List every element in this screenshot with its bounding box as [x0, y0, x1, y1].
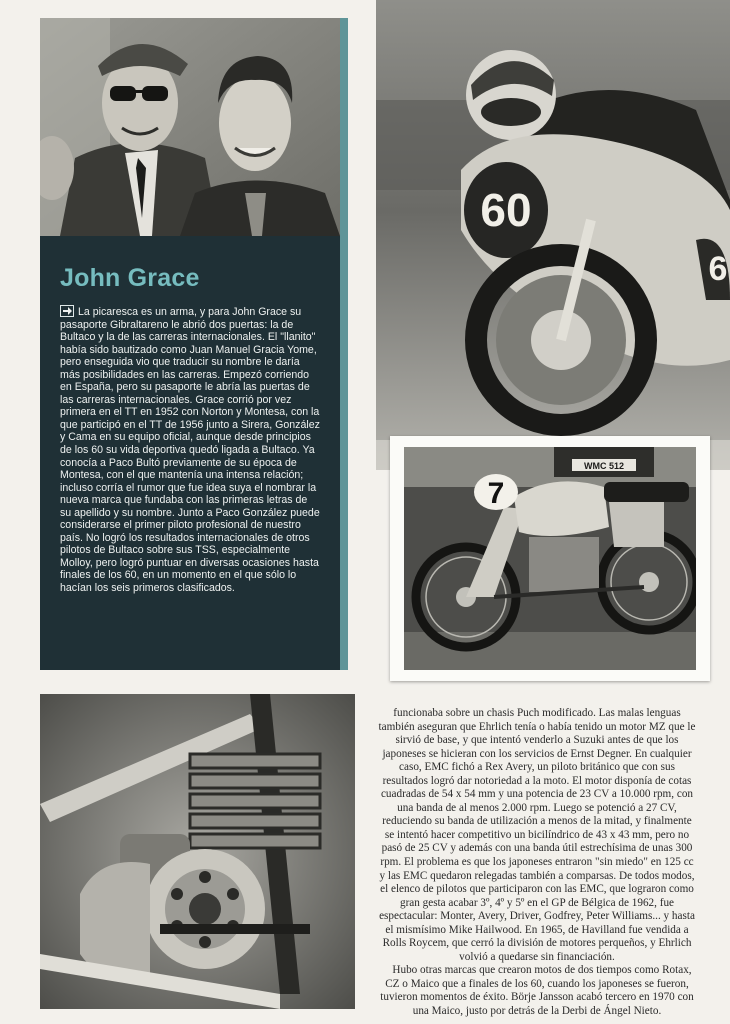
racer-number-partial: 6 — [708, 250, 728, 288]
article-paragraph: funcionaba sobre un chasis Puch modificado. Las malas lenguas también aseguran que Ehrlich tenía o había tenido un motor MZ que le sirvió de base, y que intentó venderlo a Suzuki antes de que los japoneses se hicieran con los servicios de Ernst Degner. En cualquier caso, EMC fichó a Rex Avery, un piloto británico que con sus resultados logró dar notoriedad a la moto. El motor disponía de cotas cuadradas de 54 x 54 mm y una potencia de 23 CV a 10.000 rpm, con una banda de al menos 2.000 rpm. Luego se potenció a 27 CV, reduciendo su banda de utilización a menos de la mitad, y finalmente se intentó hacer competitivo un bicilíndrico de 43 x 43 mm, pero no pasó de 25 CV y además con una banda útil estrechísima de unas 300 rpm. El problema es que los japoneses entraron "sin miedo" en 125 cc y las EMC quedaron relegadas también a comparsas. De todos modos, el elenco de pilotos que participaron con las EMC, que lograron como gran gesta acabar 3º, 4º y 5º en el GP de Bélgica de 1962, fue espectacular: Monter, Avery, Driver, Godfrey, Peter Williams... y hasta el mismísimo Mike Hailwood. En 1965, de Havilland fue vendida a Rolls Roycem, que cerró la división de motores perqueños, y Ehrlich volvió a quedarse sin financiación. — [378, 707, 696, 963]
sidebar-box — [40, 236, 340, 670]
article-column — [378, 707, 696, 1019]
bike-number: 7 — [487, 477, 505, 510]
bike-plate: WMC 512 — [583, 461, 625, 471]
arrow-right-icon — [60, 305, 74, 317]
sidebar-accent-stripe — [340, 18, 348, 670]
racer-number: 60 — [480, 184, 532, 236]
racer-photo — [376, 0, 730, 470]
article-paragraph: Hubo otras marcas que crearon motos de dos tiempos como Rotax, CZ o Maico que a finales de los 60, cuando los japoneses se fueron, tuvieron momentos de éxito. Börje Jansson acabó tercero en 1970 con una Maico, justo por detrás de la Derbi de Ángel Nieto. — [380, 964, 694, 1018]
sidebar-body-text — [60, 305, 320, 595]
sidebar-body-content: La picaresca es un arma, y para John Grace su pasaporte Gibraltareno le abrió dos puertas: la de Bultaco y la de las carreras internacionales. El "llanito" había sido bautizado como Juan Manuel Gracia Yome, pero enseguida vio que traducir su nombre le daría más posibilidades en las carreras. Empezó corriendo en España, pero su pasaporte le abría las puertas de las carreras internacionales. Grace corrió por vez primera en el TT en 1952 con Norton y Montesa, con la que participó en el TT de 1956 junto a Sirera, González y Cama en su equipo oficial, aunque desde principios de los 60 su vida deportiva quedó ligada a Bultaco. Ya conocía a Paco Bultó previamente de su época de Montesa, con el que mantenía una intensa relación; incluso corría el rumor que fue idea suya el nombrar la nueva marca que fundaba con las primeras letras de su apellido y su nombre. Junto a Paco González puede considerarse el primer piloto profesional de nuestro país. No logró los resultados internacionales de otros pilotos de Bultaco sobre sus TSS, especialmente Molloy, pero logró puntuar en diversas ocasiones hasta finales de los 60, en un momento en el que sólo lo hacían los seis primeros clasificados. — [60, 306, 320, 595]
portrait-photo — [40, 18, 340, 236]
bike-photo — [404, 447, 696, 670]
bike-photo-frame — [390, 436, 710, 681]
sidebar-title: John Grace — [60, 264, 200, 292]
engine-photo — [40, 694, 355, 1009]
